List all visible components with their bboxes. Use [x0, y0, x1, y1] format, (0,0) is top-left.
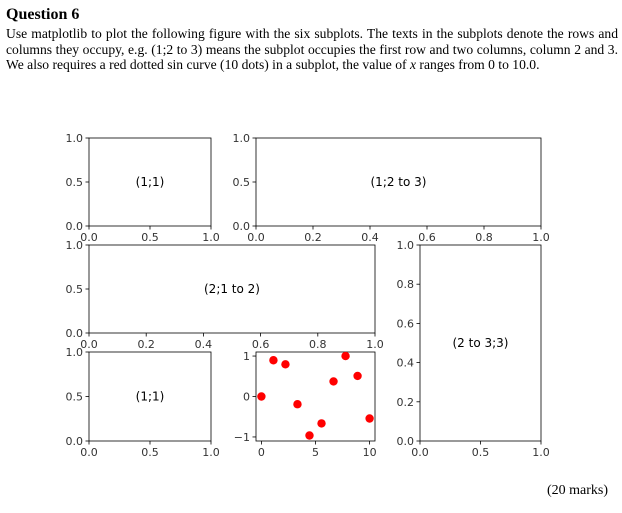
sin-point [341, 352, 349, 360]
x-tick-label: 0.5 [471, 446, 490, 459]
y-tick-label: 1.0 [65, 346, 83, 359]
x-tick-label: 0.5 [141, 446, 159, 459]
axes-frame [256, 352, 375, 441]
x-tick-label: 0.0 [80, 338, 98, 351]
sin-point [329, 377, 337, 385]
y-tick-label: 1.0 [396, 239, 414, 252]
x-tick-label: 0.0 [80, 231, 98, 244]
subplot-ax11 [66, 132, 220, 244]
y-tick-label: 0.0 [65, 327, 83, 340]
x-tick-label: 1.0 [532, 231, 550, 244]
sin-point [293, 400, 301, 408]
x-tick-label: 0.2 [304, 231, 322, 244]
subplot-ax23 [397, 239, 550, 459]
x-tick-label: 0.2 [137, 338, 155, 351]
x-tick-label: 1.0 [532, 446, 550, 459]
y-tick-label: 0.4 [396, 356, 414, 370]
x-tick-label: 0.0 [411, 446, 429, 459]
question-title: Question 6 [6, 6, 80, 23]
y-tick-label: 0 [243, 390, 250, 404]
marks-label: (20 marks) [546, 483, 608, 498]
subplot-ax31 [66, 346, 220, 459]
y-tick-label: 1.0 [65, 132, 83, 145]
subplot-ax12 [233, 132, 550, 244]
x-tick-label: 0.5 [141, 231, 159, 244]
question-text-part1: Use matplotlib to plot the following figure with the six subplots. The texts in the subplots denote the rows and columns they occupy, e.g. (1;2 to 3) means the subplot occupies the first row and two columns, column 2 and 3. We also requires a red dotted sin curve (10 dots) in a subplot, the value of [6, 26, 618, 72]
y-tick-label: 0.5 [65, 176, 83, 189]
x-tick-label: 0.6 [418, 231, 436, 244]
x-tick-label: 0.8 [309, 338, 327, 351]
y-tick-label: 0.6 [396, 317, 414, 331]
question-text-part2: ranges from 0 to 10.0. [416, 57, 540, 72]
y-tick-label: 1 [243, 350, 250, 364]
x-tick-label: 10 [362, 446, 377, 459]
y-tick-label: 0.5 [232, 176, 250, 189]
subplot-ax21 [66, 239, 384, 351]
y-tick-label: 0.0 [65, 220, 83, 233]
x-tick-label: 0.8 [475, 231, 493, 244]
sin-point [281, 360, 289, 368]
x-tick-label: 0.4 [194, 338, 213, 351]
y-tick-label: 0.5 [65, 283, 83, 296]
y-tick-label: 1.0 [232, 132, 250, 145]
x-tick-label: 1.0 [202, 231, 220, 244]
subplot-label: (1;2 to 3) [370, 175, 427, 189]
subplot-ax32 [234, 350, 377, 459]
sin-point [257, 392, 265, 400]
subplot-label: (1;1) [135, 175, 165, 189]
x-tick-label: 0.6 [251, 338, 270, 351]
x-tick-label: 5 [312, 446, 319, 459]
x-tick-label: 1.0 [202, 446, 220, 459]
x-variable: x [409, 57, 417, 72]
x-tick-label: 0 [257, 446, 265, 459]
x-tick-label: 0.0 [80, 446, 98, 459]
subplot-label: (1;1) [135, 389, 165, 404]
y-tick-label: 1.0 [65, 239, 83, 252]
sin-point [317, 419, 325, 427]
x-tick-label: 0.4 [361, 231, 379, 244]
sin-point [305, 431, 313, 439]
y-tick-label: 0.2 [396, 395, 414, 409]
y-tick-label: 0.8 [396, 278, 414, 292]
y-tick-label: 0.5 [65, 390, 83, 404]
sin-point [365, 414, 373, 422]
sin-point [269, 356, 277, 364]
sin-point [353, 372, 361, 380]
subplot-label: (2 to 3;3) [452, 336, 509, 350]
x-tick-label: 1.0 [366, 338, 384, 351]
y-tick-label: −1 [233, 430, 250, 444]
x-tick-label: 0.0 [247, 231, 265, 244]
y-tick-label: 0.0 [396, 435, 414, 448]
y-tick-label: 0.0 [65, 435, 83, 448]
y-tick-label: 0.0 [232, 220, 250, 233]
subplot-label: (2;1 to 2) [204, 282, 260, 296]
